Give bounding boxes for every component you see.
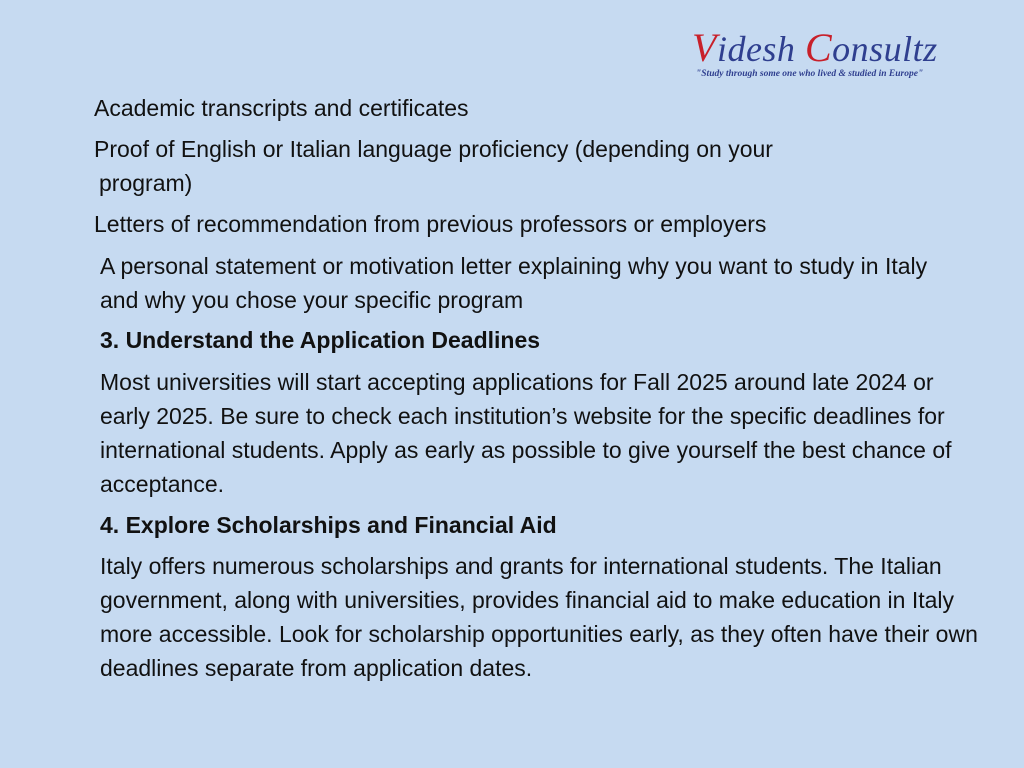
item-personal-statement: A personal statement or motivation letter explaining why you want to study in Italy and why you chose your specific program bbox=[100, 253, 928, 313]
item-language-proficiency-line2: program) bbox=[99, 170, 193, 196]
logo-initial-c: C bbox=[804, 25, 833, 70]
item-transcripts: Academic transcripts and certificates bbox=[94, 95, 469, 121]
section-4-body: Italy offers numerous scholarships and grants for international students. The Italian government, along with universities, provides financial aid to make education in Italy more accessible. Look for scholarship opportunities early, as they often have their own deadlines separate from application dates. bbox=[100, 553, 978, 681]
item-recommendation-letters: Letters of recommendation from previous professors or employers bbox=[94, 211, 767, 237]
item-language-proficiency-line1: Proof of English or Italian language proficiency (depending on your bbox=[94, 136, 773, 162]
section-4-heading: 4. Explore Scholarships and Financial Aid bbox=[100, 512, 557, 538]
logo-word-videsh: idesh bbox=[716, 29, 805, 69]
section-3-heading: 3. Understand the Application Deadlines bbox=[100, 327, 541, 353]
logo-word-consultz: onsultz bbox=[832, 29, 938, 69]
section-3-body: Most universities will start accepting applications for Fall 2025 around late 2024 or early 2025. Be sure to check each institution’s website for the specific deadlines for international students. Apply as early as possible to give yourself the best chance of acceptance. bbox=[100, 369, 952, 497]
logo-initial-v: V bbox=[692, 25, 717, 70]
item-language-proficiency bbox=[94, 132, 884, 200]
logo-tagline: "Study through some one who lived & studied in Europe" bbox=[696, 69, 924, 79]
